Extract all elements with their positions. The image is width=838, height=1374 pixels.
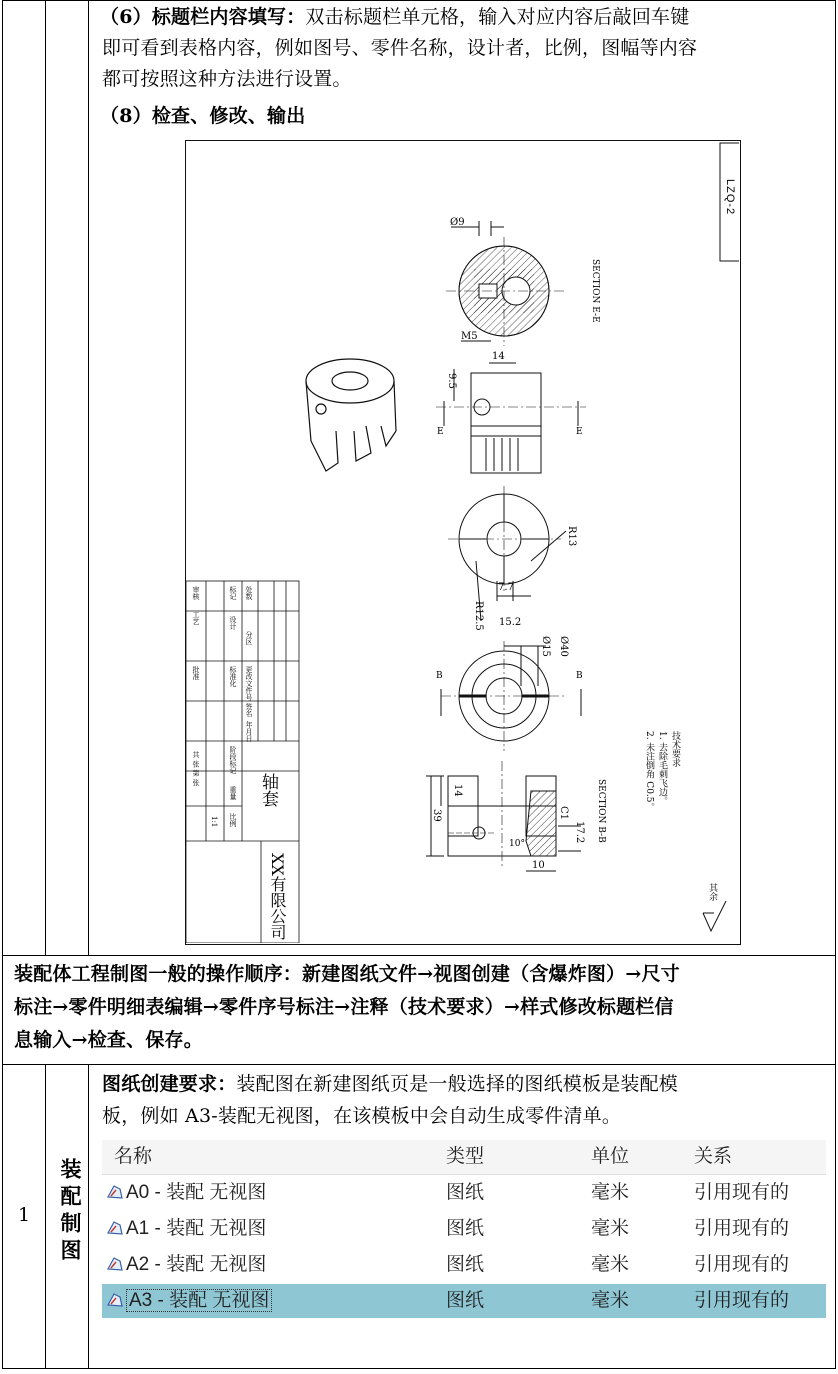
assembly-line1: 装配体工程制图一般的操作顺序：新建图纸文件→视图创建（含爆炸图）→尺寸 bbox=[14, 963, 680, 985]
tech-req-line2: 2. 未注倒角 C0.5。 bbox=[644, 731, 654, 812]
title-scale-label: 比例 bbox=[229, 813, 237, 827]
side-view bbox=[441, 641, 581, 751]
req-heading: 图纸创建要求： bbox=[102, 1073, 237, 1095]
step8-heading: （8）检查、修改、输出 bbox=[100, 105, 306, 127]
drawing-template-icon bbox=[106, 1291, 124, 1309]
table-left-border bbox=[2, 0, 3, 1368]
table-row[interactable] bbox=[102, 1212, 826, 1246]
row-number: 1 bbox=[18, 1204, 31, 1226]
title-company: XX有限公司 bbox=[268, 853, 287, 940]
section-bb-label: SECTION B-B bbox=[596, 779, 606, 843]
row-divider-1 bbox=[2, 955, 836, 956]
isometric-view bbox=[306, 359, 396, 471]
surface-rest-label: 其余 bbox=[707, 883, 717, 901]
row-type: 图纸 bbox=[446, 1182, 485, 1203]
dim-14a: 14 bbox=[492, 351, 505, 362]
cut-label-e-left: E bbox=[437, 427, 444, 437]
dim-c1: C1 bbox=[558, 806, 569, 821]
engineering-drawing bbox=[185, 140, 741, 945]
title-sign: 签名 bbox=[245, 703, 253, 717]
dim-r12-5: R12.5 bbox=[473, 601, 484, 631]
row-name: A3 - 装配 无视图 bbox=[106, 1284, 272, 1318]
table-row[interactable] bbox=[102, 1176, 826, 1210]
top-view bbox=[448, 486, 566, 621]
dim-17-2: 17.2 bbox=[574, 821, 585, 844]
row-type: 图纸 bbox=[446, 1290, 485, 1311]
drawing-template-icon bbox=[106, 1255, 124, 1273]
title-sheets: 共 张 第 张 bbox=[192, 751, 200, 786]
title-mark: 标记 bbox=[229, 586, 237, 600]
row-relation: 引用现有的 bbox=[694, 1254, 790, 1275]
title-date: 年月日 bbox=[245, 721, 253, 742]
col-divider-1-bottom bbox=[45, 1064, 46, 1368]
title-part-name: 轴套 bbox=[258, 773, 278, 807]
step6-paragraph-line1 bbox=[100, 2, 689, 32]
step6-heading: （6）标题栏内容填写： bbox=[100, 6, 306, 28]
title-doc: 更改文件号 bbox=[245, 666, 253, 701]
dim-10-deg: 10° bbox=[509, 839, 525, 849]
dim-phi9: Ø9 bbox=[450, 217, 465, 228]
section-ee-view bbox=[446, 221, 566, 346]
dim-9-5: 9.5 bbox=[446, 373, 457, 389]
row-relation: 引用现有的 bbox=[694, 1290, 790, 1311]
row-name: A0 - 装配 无视图 bbox=[106, 1176, 266, 1210]
dim-phi15: Ø15 bbox=[540, 636, 551, 657]
title-count: 处数 bbox=[245, 586, 253, 600]
dim-10: 10 bbox=[532, 860, 545, 871]
table-top-border bbox=[2, 0, 836, 1]
cut-label-b-right: B bbox=[576, 671, 583, 681]
row-divider-2 bbox=[2, 1064, 836, 1065]
tech-req-line1: 1. 去除毛刺飞边。 bbox=[657, 731, 667, 806]
header-type[interactable]: 类型 bbox=[446, 1146, 485, 1167]
dim-7-7: 7.7 bbox=[498, 582, 514, 593]
row-name: A1 - 装配 无视图 bbox=[106, 1212, 266, 1246]
title-std: 标准化 bbox=[229, 666, 237, 687]
col-divider-2-top bbox=[88, 0, 89, 955]
title-scale-value: 1:1 bbox=[210, 816, 218, 828]
row-category: 装配制图 bbox=[58, 1158, 83, 1266]
title-weight: 重量 bbox=[229, 786, 237, 800]
row-relation: 引用现有的 bbox=[694, 1218, 790, 1239]
front-view bbox=[436, 363, 586, 473]
title-review: 审核 bbox=[192, 586, 200, 600]
cut-label-e-right: E bbox=[576, 427, 583, 437]
row-unit: 毫米 bbox=[591, 1290, 630, 1311]
table-row-selected[interactable] bbox=[102, 1284, 826, 1318]
surface-finish-symbol bbox=[703, 901, 726, 931]
dim-m5: M5 bbox=[461, 331, 478, 342]
tech-req-title: 技术要求 bbox=[670, 731, 680, 767]
cut-label-b-left: B bbox=[436, 671, 443, 681]
col-divider-1-top bbox=[45, 0, 46, 955]
dim-phi40: Ø40 bbox=[558, 636, 569, 657]
dim-15-2: 15.2 bbox=[499, 617, 522, 628]
title-craft: 工艺 bbox=[192, 611, 200, 625]
table-right-border bbox=[835, 0, 836, 1368]
step6-paragraph-line2: 即可看到表格内容，例如图号、零件名称，设计者，比例，图幅等内容 bbox=[102, 37, 698, 59]
col-divider-2-bottom bbox=[88, 1064, 89, 1368]
drawing-template-icon bbox=[106, 1219, 124, 1237]
title-stage: 阶段标记 bbox=[229, 746, 237, 774]
row-type: 图纸 bbox=[446, 1218, 485, 1239]
section-ee-label: SECTION E-E bbox=[590, 259, 600, 323]
drawing-views bbox=[186, 141, 739, 943]
title-approve: 批准 bbox=[192, 666, 200, 680]
row-type: 图纸 bbox=[446, 1254, 485, 1275]
table-header bbox=[102, 1140, 826, 1175]
dim-39: 39 bbox=[431, 809, 442, 822]
req-paragraph-line1 bbox=[102, 1069, 678, 1099]
req-paragraph-line2: 板，例如 A3-装配无视图，在该模板中会自动生成零件清单。 bbox=[102, 1105, 622, 1127]
row-relation: 引用现有的 bbox=[694, 1182, 790, 1203]
row-name: A2 - 装配 无视图 bbox=[106, 1248, 266, 1282]
assembly-line3: 息输入→检查、保存。 bbox=[14, 1029, 203, 1051]
dim-r13: R13 bbox=[566, 526, 577, 547]
row-unit: 毫米 bbox=[591, 1254, 630, 1275]
req-text-1: 装配图在新建图纸页是一般选择的图纸模板是装配模 bbox=[236, 1073, 679, 1095]
header-unit[interactable]: 单位 bbox=[591, 1146, 630, 1167]
step6-text-1: 双击标题栏单元格，输入对应内容后敲回车键 bbox=[305, 6, 690, 28]
step6-paragraph-line3: 都可按照这种方法进行设置。 bbox=[102, 68, 352, 90]
table-row[interactable] bbox=[102, 1248, 826, 1282]
title-design: 设计 bbox=[229, 616, 237, 630]
title-zone: 分区 bbox=[245, 631, 253, 645]
assembly-line2: 标注→零件明细表编辑→零件序号标注→注释（技术要求）→样式修改标题栏信 bbox=[14, 996, 674, 1018]
dim-14b: 14 bbox=[452, 784, 463, 797]
row-unit: 毫米 bbox=[591, 1218, 630, 1239]
drawing-number: LZQ-2 bbox=[724, 179, 736, 216]
table-bottom-border bbox=[2, 1368, 836, 1369]
drawing-template-icon bbox=[106, 1183, 124, 1201]
header-name[interactable]: 名称 bbox=[114, 1146, 153, 1167]
row-unit: 毫米 bbox=[591, 1182, 630, 1203]
header-relation[interactable]: 关系 bbox=[694, 1146, 733, 1167]
